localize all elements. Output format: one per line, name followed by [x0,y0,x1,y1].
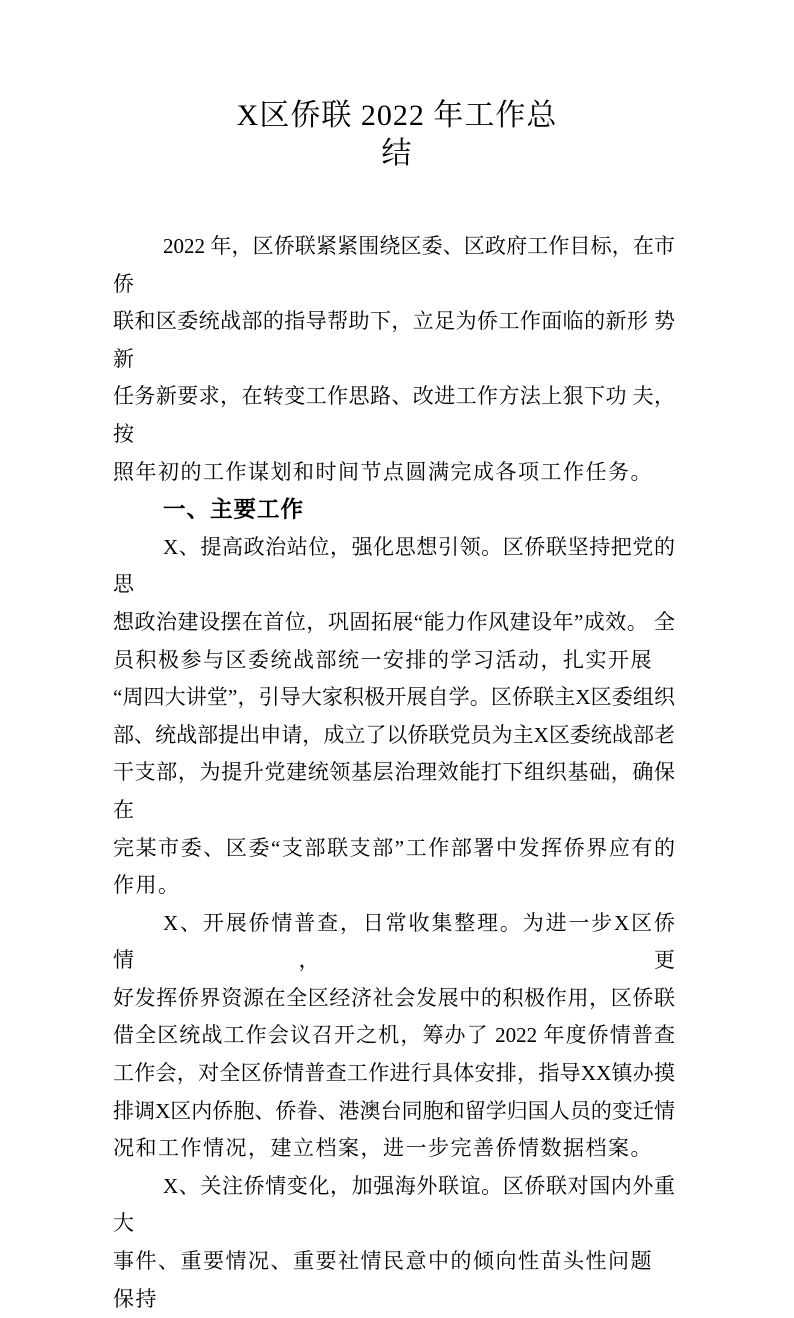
work3-paragraph-line: X、关注侨情变化，加强海外联谊。区侨联对国内外重大 [113,1173,675,1236]
work2-paragraph-line: X、开展侨情普查，日常收集整理。为进一步X区侨情， 更 [113,910,675,973]
section-heading: 一、主要工作 [163,497,305,523]
title-line-1: X区侨联 2022 年工作总 [236,99,558,132]
work1-paragraph-line: 干支部，为提升党建统领基层治理效能打下组织基础，确保在 [113,760,675,822]
work1-paragraph-line: 部、统战部提出申请，成立了以侨联党员为主X区委统战部老 [113,722,675,747]
work2-paragraph-line: 工作会，对全区侨情普查工作进行具体安排，指导XX镇办摸 [113,1061,675,1086]
intro-paragraph-line: 任务新要求，在转变工作思路、改进工作方法上狠下功 夫，按 [113,384,675,446]
work2-paragraph-line: 排调X区内侨胞、侨眷、港澳台同胞和留学归国人员的变迁情 [113,1098,675,1123]
work1-paragraph-line: 员积极参与区委统战部统一安排的学习活动，扎实开展 [113,647,653,672]
intro-paragraph-line: 2022 年，区侨联紧紧围绕区委、区政府工作目标，在市侨 [113,234,675,296]
work1-paragraph-line: 完某市委、区委“支部联支部”工作部署中发挥侨界应有的 [113,835,675,860]
work2-paragraph-line: 好发挥侨界资源在全区经济社会发展中的积极作用，区侨联 [113,985,675,1010]
intro-paragraph-line: 照年初的工作谋划和时间节点圆满完成各项工作任务。 [113,459,653,484]
document-body [113,228,675,1318]
work1-paragraph-line: X、提高政治站位，强化思想引领。区侨联坚持把党的思 [113,534,675,597]
work2-paragraph-line: 况和工作情况，建立档案，进一步完善侨情数据档案。 [113,1136,653,1161]
intro-paragraph-line: 联和区委统战部的指导帮助下，立足为侨工作面临的新形 势新 [113,309,675,371]
work3-paragraph-line: 事件、重要情况、重要社情民意中的倾向性苗头性问题保持 [113,1249,653,1311]
work1-paragraph-line: “周四大讲堂”，引导大家积极开展自学。区侨联主X区委组织 [113,685,675,710]
work1-paragraph-line: 作用。 [113,873,181,898]
title-line-2: 结 [381,137,413,170]
document-title [0,0,794,173]
work2-paragraph-line: 借全区统战工作会议召开之机，筹办了 2022 年度侨情普查 [113,1023,675,1048]
work1-paragraph-line: 想政治建设摆在首位，巩固拓展“能力作风建设年”成效。 全 [113,609,675,634]
